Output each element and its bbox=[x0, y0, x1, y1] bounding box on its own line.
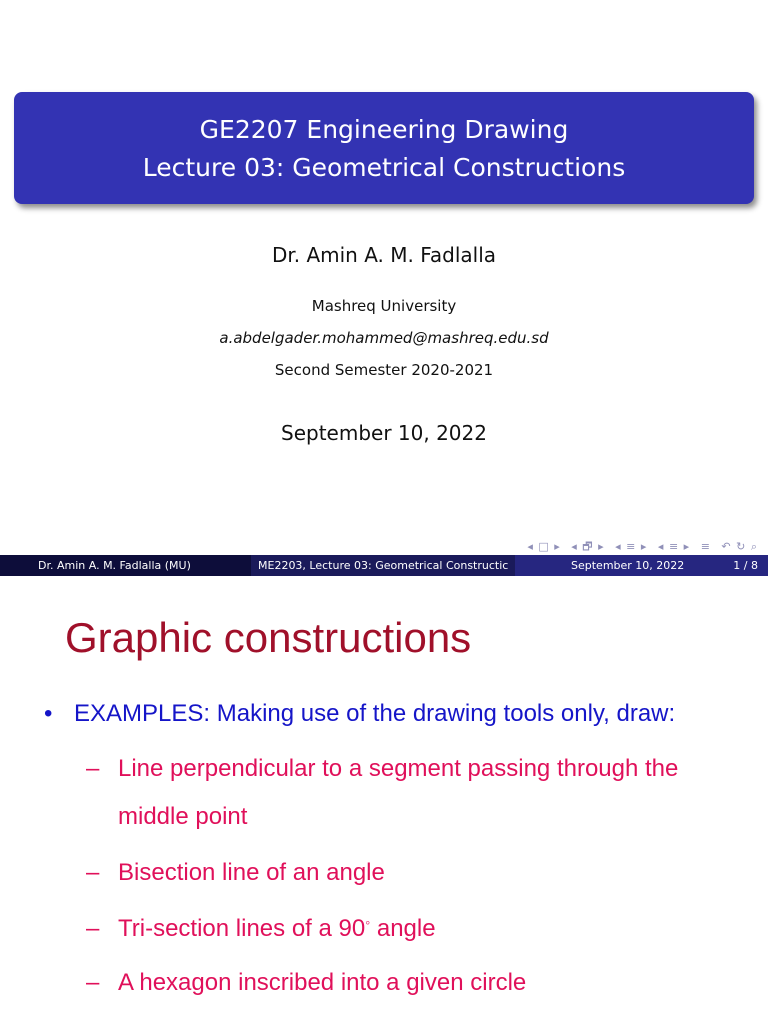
nav-subsection-icon[interactable]: ◂ 🗗 ▸ bbox=[571, 540, 605, 553]
slide-title: Graphic constructions bbox=[65, 614, 472, 661]
list-item-perpendicular bbox=[86, 755, 678, 783]
bullet-text: EXAMPLES: Making use of the drawing tools only, draw: bbox=[74, 700, 676, 727]
nav-section-icon[interactable]: ◂ ≡ ▸ bbox=[615, 540, 648, 553]
list-item-text: Bisection line of an angle bbox=[118, 859, 385, 886]
dash-icon: – bbox=[86, 755, 100, 782]
footer-date: September 10, 2022 bbox=[571, 559, 685, 572]
nav-frame-icon[interactable]: ◂ □ ▸ bbox=[527, 540, 561, 553]
nav-search-icon[interactable]: ↶ ↻ ⌕ bbox=[721, 540, 758, 553]
list-item-hexagon bbox=[86, 969, 526, 997]
list-item-trisection bbox=[86, 914, 436, 943]
footer-right bbox=[515, 555, 768, 576]
bullet-dot-icon: • bbox=[44, 700, 53, 727]
list-item-text: Line perpendicular to a segment passing through the bbox=[118, 755, 679, 782]
title-box bbox=[14, 92, 754, 204]
footer-title: ME2203, Lecture 03: Geometrical Constructic bbox=[251, 555, 515, 576]
list-item-bisection bbox=[86, 859, 385, 887]
footer-page-number: 1 / 8 bbox=[733, 559, 758, 572]
degree-symbol: ◦ bbox=[365, 914, 371, 930]
semester: Second Semester 2020-2021 bbox=[274, 361, 494, 379]
list-item-text: Tri-section lines of a 90 bbox=[118, 915, 366, 942]
list-item-perpendicular-continued: middle point bbox=[118, 803, 248, 830]
author-name: Dr. Amin A. M. Fadlalla bbox=[271, 243, 497, 267]
institution: Mashreq University bbox=[311, 297, 457, 315]
dash-icon: – bbox=[86, 969, 100, 996]
list-item-text-end: angle bbox=[376, 915, 436, 942]
author-email: a.abdelgader.mohammed@mashreq.edu.sd bbox=[219, 329, 549, 347]
footer-author: Dr. Amin A. M. Fadlalla (MU) bbox=[0, 555, 251, 576]
nav-document-icon[interactable]: ◂ ≡ ▸ bbox=[657, 540, 691, 553]
dash-icon: – bbox=[86, 859, 100, 886]
lecture-title: Lecture 03: Geometrical Constructions bbox=[142, 153, 626, 182]
course-title: GE2207 Engineering Drawing bbox=[199, 115, 569, 144]
list-item-text: A hexagon inscribed into a given circle bbox=[118, 969, 527, 996]
dash-icon: – bbox=[86, 915, 100, 942]
bullet-examples bbox=[44, 700, 675, 728]
slide-footer bbox=[0, 555, 768, 576]
content-slide bbox=[0, 576, 768, 1024]
presentation-date: September 10, 2022 bbox=[281, 421, 487, 445]
nav-toc-icon[interactable]: ≡ bbox=[700, 540, 711, 553]
